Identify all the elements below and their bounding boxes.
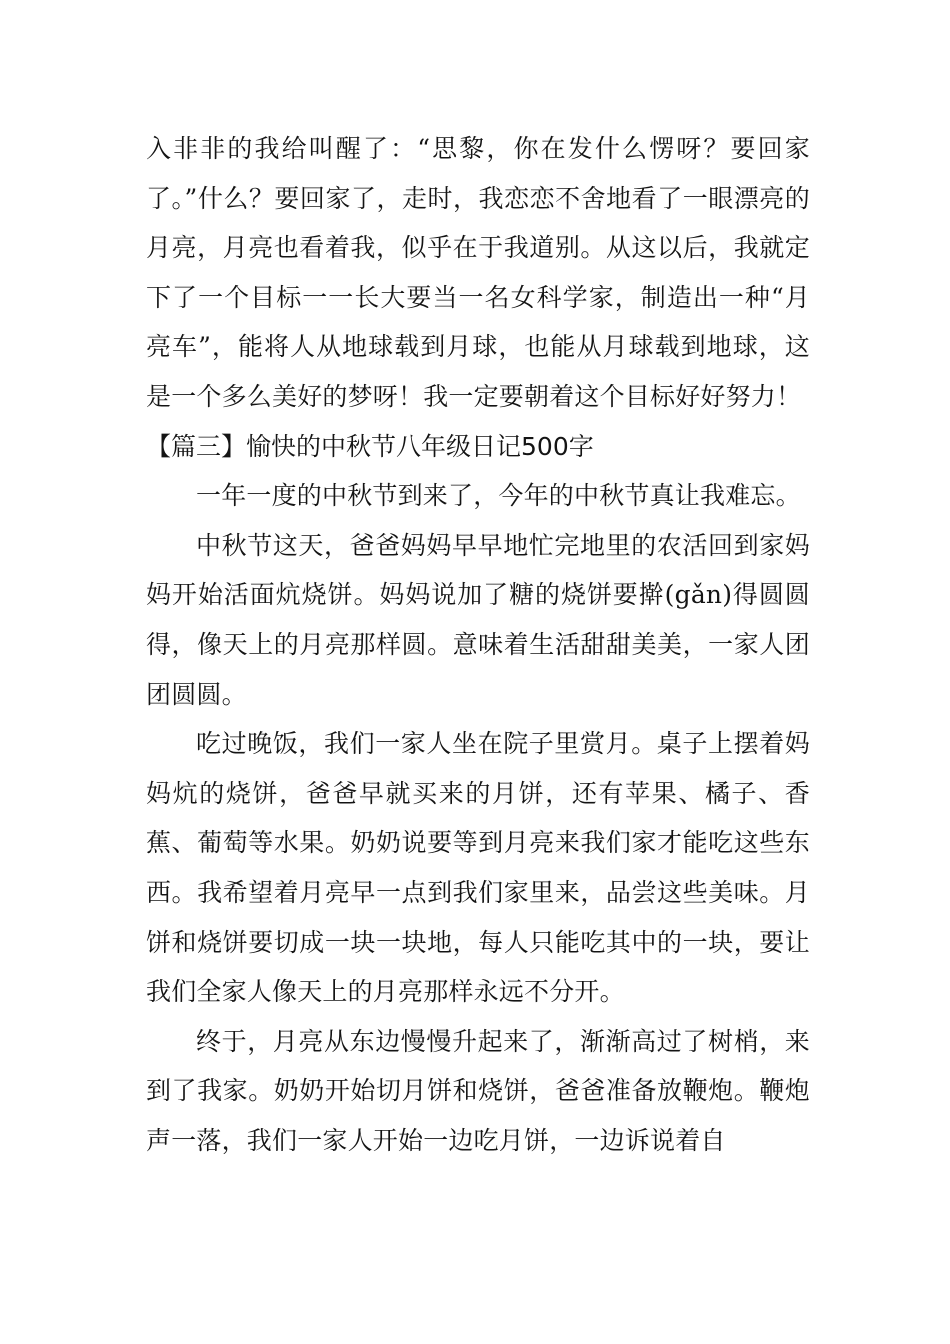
paragraph-continuation: 入非非的我给叫醒了：“思黎，你在发什么愣呀？要回家了。”什么？要回家了，走时，我恋恋不舍地看了一眼漂亮的月亮，月亮也看着我，似乎在于我道别。从这以后，我就定下了一个目标一一长大要当一名女科学家，制造出一种“月亮车”，能将人从地球载到月球，也能从月球载到地球，这是一个多么美好的梦呀！我一定要朝着这个目标好好努力！ [146, 134, 810, 411]
paragraph: 中秋节这天，爸爸妈妈早早地忙完地里的农活回到家妈妈开始活面炕烧饼。妈妈说加了糖的烧饼要擀(gǎn)得圆圆得，像天上的月亮那样圆。意味着生活甜甜美美，一家人团团圆圆。 [146, 530, 810, 709]
document-body [146, 124, 810, 1165]
paragraph: 终于，月亮从东边慢慢升起来了，渐渐高过了树梢，来到了我家。奶奶开始切月饼和烧饼，爸爸准备放鞭炮。鞭炮声一落，我们一家人开始一边吃月饼，一边诉说着自 [146, 1026, 810, 1155]
section-heading: 【篇三】愉快的中秋节八年级日记500字 [146, 431, 594, 461]
paragraph: 一年一度的中秋节到来了，今年的中秋节真让我难忘。 [196, 481, 801, 511]
paragraph: 吃过晚饭，我们一家人坐在院子里赏月。桌子上摆着妈妈炕的烧饼，爸爸早就买来的月饼，还有苹果、橘子、香蕉、葡萄等水果。奶奶说要等到月亮来我们家才能吃这些东西。我希望着月亮早一点到我们家里来，品尝这些美味。月饼和烧饼要切成一块一块地，每人只能吃其中的一块，要让我们全家人像天上的月亮那样永远不分开。 [146, 729, 810, 1007]
